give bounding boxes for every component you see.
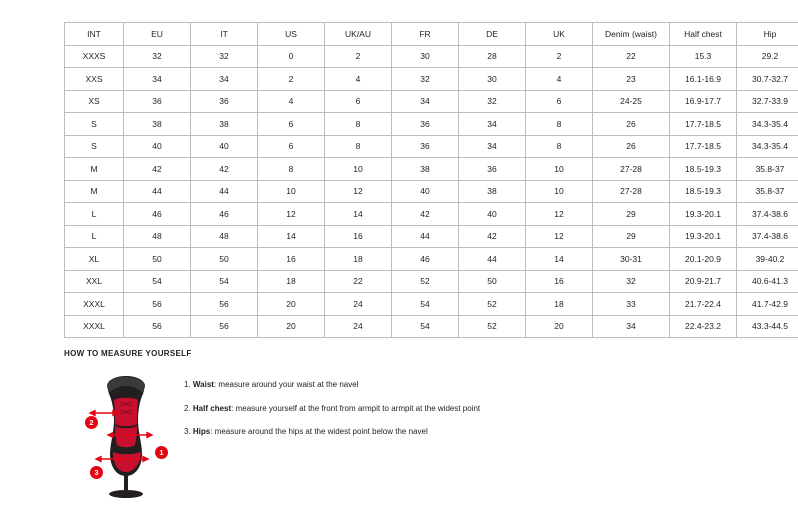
measure-text-hips: : measure around the hips at the widest point below the navel	[210, 427, 428, 437]
cell-hip: 35.8-37	[737, 180, 798, 203]
cell-int: S	[65, 135, 124, 158]
cell-us: 14	[258, 225, 325, 248]
measure-text-waist: : measure around your waist at the navel	[213, 380, 359, 389]
cell-de: 32	[459, 90, 526, 113]
cell-us: 0	[258, 45, 325, 68]
cell-eu: 40	[124, 135, 191, 158]
cell-de: 44	[459, 248, 526, 271]
table-row	[65, 45, 798, 68]
cell-fr: 34	[392, 90, 459, 113]
cell-fr: 38	[392, 158, 459, 181]
cell-uk-au: 22	[325, 270, 392, 293]
how-to-measure-title: HOW TO MEASURE YOURSELF	[64, 349, 192, 358]
cell-it: 42	[191, 158, 258, 181]
size-table	[64, 22, 798, 338]
table-row	[65, 180, 798, 203]
cell-fr: 42	[392, 203, 459, 226]
cell-us: 20	[258, 315, 325, 338]
cell-half-chest: 19.3-20.1	[670, 203, 737, 226]
cell-denim-waist: 24-25	[593, 90, 670, 113]
cell-half-chest: 17.7-18.5	[670, 135, 737, 158]
cell-it: 32	[191, 45, 258, 68]
column-header-half-chest: Half chest	[670, 23, 737, 46]
table-row	[65, 90, 798, 113]
cell-de: 36	[459, 158, 526, 181]
cell-uk-au: 14	[325, 203, 392, 226]
cell-uk-au: 8	[325, 135, 392, 158]
cell-hip: 34.3-35.4	[737, 135, 798, 158]
cell-eu: 56	[124, 293, 191, 316]
measure-term-hips: Hips	[192, 427, 211, 437]
column-header-hip: Hip	[737, 23, 798, 46]
cell-denim-waist: 27-28	[593, 180, 670, 203]
cell-uk: 6	[526, 90, 593, 113]
cell-hip: 29.2	[737, 45, 798, 68]
cell-it: 54	[191, 270, 258, 293]
table-row	[65, 293, 798, 316]
measure-instructions	[184, 370, 744, 451]
cell-uk-au: 16	[325, 225, 392, 248]
cell-int: M	[65, 158, 124, 181]
cell-int: L	[65, 203, 124, 226]
cell-us: 8	[258, 158, 325, 181]
cell-int: XL	[65, 248, 124, 271]
cell-eu: 36	[124, 90, 191, 113]
column-header-de: DE	[459, 23, 526, 46]
cell-hip: 34.3-35.4	[737, 113, 798, 136]
cell-fr: 40	[392, 180, 459, 203]
cell-us: 4	[258, 90, 325, 113]
table-row	[65, 203, 798, 226]
cell-int: XXL	[65, 270, 124, 293]
cell-it: 36	[191, 90, 258, 113]
how-to-measure-section	[64, 349, 744, 500]
cell-de: 50	[459, 270, 526, 293]
mannequin-figure	[64, 370, 184, 500]
cell-us: 20	[258, 293, 325, 316]
cell-uk: 12	[526, 225, 593, 248]
cell-int: XXXL	[65, 315, 124, 338]
cell-denim-waist: 33	[593, 293, 670, 316]
cell-de: 52	[459, 293, 526, 316]
measure-badge-2: 2	[85, 416, 98, 429]
cell-it: 34	[191, 68, 258, 91]
cell-half-chest: 17.7-18.5	[670, 113, 737, 136]
table-header-row	[65, 23, 798, 46]
table-row	[65, 158, 798, 181]
column-header-fr: FR	[392, 23, 459, 46]
cell-de: 42	[459, 225, 526, 248]
cell-it: 48	[191, 225, 258, 248]
cell-half-chest: 16.1-16.9	[670, 68, 737, 91]
cell-us: 6	[258, 135, 325, 158]
cell-denim-waist: 29	[593, 225, 670, 248]
measure-instruction-half-chest	[184, 404, 744, 414]
cell-uk-au: 8	[325, 113, 392, 136]
measure-instruction-waist	[184, 380, 744, 390]
cell-uk-au: 2	[325, 45, 392, 68]
cell-de: 38	[459, 180, 526, 203]
cell-de: 34	[459, 135, 526, 158]
cell-uk-au: 18	[325, 248, 392, 271]
cell-hip: 43.3-44.5	[737, 315, 798, 338]
cell-denim-waist: 34	[593, 315, 670, 338]
cell-hip: 37.4-38.6	[737, 225, 798, 248]
size-table-body	[65, 45, 798, 338]
cell-uk: 20	[526, 315, 593, 338]
cell-us: 18	[258, 270, 325, 293]
cell-eu: 34	[124, 68, 191, 91]
cell-hip: 37.4-38.6	[737, 203, 798, 226]
table-row	[65, 270, 798, 293]
cell-half-chest: 19.3-20.1	[670, 225, 737, 248]
mannequin-illustration-icon	[64, 370, 184, 500]
cell-hip: 35.8-37	[737, 158, 798, 181]
cell-fr: 36	[392, 135, 459, 158]
how-to-measure-body	[64, 370, 744, 500]
cell-denim-waist: 26	[593, 113, 670, 136]
cell-uk-au: 10	[325, 158, 392, 181]
cell-fr: 30	[392, 45, 459, 68]
cell-fr: 36	[392, 113, 459, 136]
cell-us: 16	[258, 248, 325, 271]
table-row	[65, 68, 798, 91]
cell-int: XXXS	[65, 45, 124, 68]
cell-denim-waist: 22	[593, 45, 670, 68]
measure-number-1: 1.	[184, 380, 191, 389]
cell-half-chest: 20.9-21.7	[670, 270, 737, 293]
table-row	[65, 113, 798, 136]
cell-hip: 40.6-41.3	[737, 270, 798, 293]
cell-uk: 10	[526, 180, 593, 203]
cell-fr: 46	[392, 248, 459, 271]
cell-hip: 39-40.2	[737, 248, 798, 271]
cell-de: 30	[459, 68, 526, 91]
cell-fr: 54	[392, 293, 459, 316]
cell-uk: 8	[526, 135, 593, 158]
cell-int: XXXL	[65, 293, 124, 316]
cell-hip: 32.7-33.9	[737, 90, 798, 113]
measure-term-waist: Waist	[192, 380, 214, 389]
cell-eu: 46	[124, 203, 191, 226]
cell-uk: 16	[526, 270, 593, 293]
column-header-uk: UK	[526, 23, 593, 46]
measure-badge-1: 1	[155, 446, 168, 459]
cell-half-chest: 22.4-23.2	[670, 315, 737, 338]
measure-number-3: 3.	[184, 427, 191, 437]
cell-eu: 42	[124, 158, 191, 181]
cell-hip: 41.7-42.9	[737, 293, 798, 316]
cell-int: XS	[65, 90, 124, 113]
cell-eu: 44	[124, 180, 191, 203]
cell-uk: 12	[526, 203, 593, 226]
cell-fr: 54	[392, 315, 459, 338]
cell-int: M	[65, 180, 124, 203]
measure-text-half-chest: : measure yourself at the front from armpit to armpit at the widest point	[231, 403, 481, 413]
cell-uk-au: 6	[325, 90, 392, 113]
cell-uk-au: 24	[325, 315, 392, 338]
cell-uk-au: 24	[325, 293, 392, 316]
table-row	[65, 315, 798, 338]
cell-half-chest: 15.3	[670, 45, 737, 68]
cell-eu: 48	[124, 225, 191, 248]
cell-us: 10	[258, 180, 325, 203]
column-header-denim-waist: Denim (waist)	[593, 23, 670, 46]
cell-denim-waist: 30-31	[593, 248, 670, 271]
cell-int: S	[65, 113, 124, 136]
cell-half-chest: 18.5-19.3	[670, 180, 737, 203]
cell-de: 28	[459, 45, 526, 68]
cell-int: L	[65, 225, 124, 248]
cell-int: XXS	[65, 68, 124, 91]
cell-denim-waist: 26	[593, 135, 670, 158]
cell-eu: 56	[124, 315, 191, 338]
table-row	[65, 135, 798, 158]
column-header-int: INT	[65, 23, 124, 46]
cell-uk: 8	[526, 113, 593, 136]
cell-de: 40	[459, 203, 526, 226]
cell-eu: 38	[124, 113, 191, 136]
cell-fr: 44	[392, 225, 459, 248]
cell-it: 44	[191, 180, 258, 203]
measure-instruction-hips	[184, 427, 744, 437]
cell-denim-waist: 23	[593, 68, 670, 91]
cell-uk: 10	[526, 158, 593, 181]
cell-fr: 32	[392, 68, 459, 91]
cell-uk: 18	[526, 293, 593, 316]
cell-us: 2	[258, 68, 325, 91]
cell-it: 50	[191, 248, 258, 271]
cell-eu: 54	[124, 270, 191, 293]
cell-half-chest: 21.7-22.4	[670, 293, 737, 316]
cell-de: 52	[459, 315, 526, 338]
table-row	[65, 248, 798, 271]
cell-uk: 4	[526, 68, 593, 91]
cell-uk: 14	[526, 248, 593, 271]
column-header-it: IT	[191, 23, 258, 46]
cell-half-chest: 20.1-20.9	[670, 248, 737, 271]
column-header-uk-au: UK/AU	[325, 23, 392, 46]
cell-half-chest: 16.9-17.7	[670, 90, 737, 113]
size-table-container	[64, 22, 788, 338]
cell-us: 6	[258, 113, 325, 136]
measure-term-half-chest: Half chest	[192, 403, 232, 413]
column-header-eu: EU	[124, 23, 191, 46]
cell-uk: 2	[526, 45, 593, 68]
cell-denim-waist: 27-28	[593, 158, 670, 181]
cell-it: 56	[191, 315, 258, 338]
cell-it: 56	[191, 293, 258, 316]
cell-de: 34	[459, 113, 526, 136]
cell-it: 40	[191, 135, 258, 158]
size-table-head	[65, 23, 798, 46]
cell-uk-au: 4	[325, 68, 392, 91]
cell-denim-waist: 32	[593, 270, 670, 293]
cell-fr: 52	[392, 270, 459, 293]
cell-it: 38	[191, 113, 258, 136]
cell-half-chest: 18.5-19.3	[670, 158, 737, 181]
cell-denim-waist: 29	[593, 203, 670, 226]
cell-it: 46	[191, 203, 258, 226]
cell-us: 12	[258, 203, 325, 226]
cell-eu: 50	[124, 248, 191, 271]
table-row	[65, 225, 798, 248]
cell-hip: 30.7-32.7	[737, 68, 798, 91]
measure-number-2: 2.	[184, 403, 191, 413]
measure-badge-3: 3	[90, 466, 103, 479]
column-header-us: US	[258, 23, 325, 46]
cell-uk-au: 12	[325, 180, 392, 203]
cell-eu: 32	[124, 45, 191, 68]
